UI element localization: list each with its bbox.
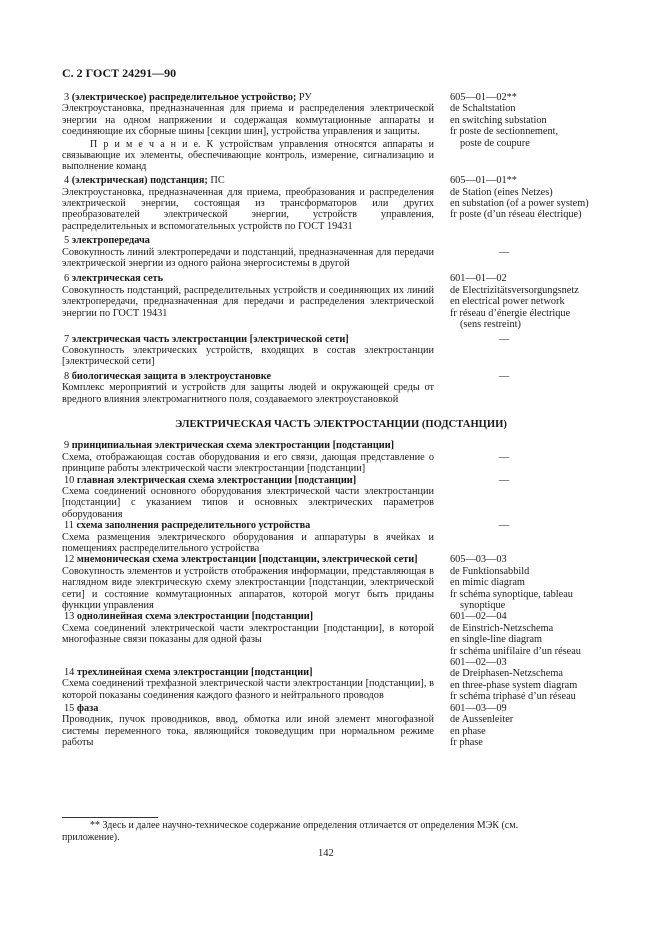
iec-equivalents — [450, 334, 610, 368]
term-entry-8 — [62, 371, 610, 405]
iec-equivalents — [450, 475, 610, 521]
term-heading — [62, 703, 434, 714]
iec-fr: fr réseau d’énergie électrique — [450, 307, 571, 319]
term-number: 8 — [64, 370, 70, 382]
term-number: 11 — [64, 520, 74, 532]
term-entry-9 — [62, 440, 610, 474]
term-definition: Совокупность подстанций, распределительных устройств и соединяющих их линий электропередачи, предназначенная для передачи и распределения электрической энергии по ГОСТ 19431 — [62, 284, 434, 319]
iec-equivalents — [450, 235, 610, 269]
iec-none-dash: — — [498, 452, 510, 464]
term-entry-4 — [62, 175, 610, 232]
term-name: (электрическая) подстанция; — [71, 175, 208, 187]
page-number: 142 — [318, 848, 334, 859]
footnote: ** Здесь и далее научно-техническое содержание определения отличается от определения МЭК (см. приложение). — [62, 820, 519, 843]
iec-de: de Electrizitätsversorgungsnetz — [450, 284, 579, 296]
iec-fr-cont: (sens restreint) — [460, 319, 521, 331]
page-header: С. 2 ГОСТ 24291—90 — [62, 66, 177, 80]
term-definition: Схема, отображающая состав оборудования и его связи, дающая представление о принципе работы электрической части электростанции [подстанции] — [62, 451, 434, 475]
term-name: фаза — [76, 702, 99, 714]
iec-none-dash: — — [498, 370, 510, 382]
term-entry-7 — [62, 334, 610, 368]
iec-equivalents — [450, 520, 610, 554]
term-name: электропередача — [71, 235, 150, 247]
iec-de: de Station (eines Netzes) — [450, 186, 553, 198]
term-entry-10 — [62, 475, 610, 521]
iec-de: de Schaltstation — [450, 103, 516, 115]
term-number: 12 — [64, 554, 75, 566]
iec-en: en electrical power network — [450, 296, 565, 308]
iec-code: 605—03—03 — [450, 554, 507, 566]
iec-equivalents — [450, 554, 610, 611]
term-number: 15 — [64, 702, 75, 714]
term-number: 3 — [64, 92, 70, 103]
term-entry-6 — [62, 273, 610, 330]
term-number: 9 — [64, 440, 70, 452]
iec-code: 601—02—03 — [450, 657, 507, 669]
iec-equivalents — [450, 273, 610, 330]
term-heading — [62, 475, 434, 486]
iec-en: en switching substation — [450, 114, 547, 126]
iec-fr-cont: poste de coupure — [460, 137, 530, 149]
term-entry-12 — [62, 554, 610, 611]
term-name: схема заполнения распределительного устройства — [76, 520, 311, 532]
term-definition: Схема соединений основного оборудования электрической части электростанции [подстанции] с указанием типов и основных электрических параметров оборудования — [62, 485, 434, 520]
iec-code: 601—01—02 — [450, 273, 507, 285]
iec-none-dash: — — [498, 520, 510, 532]
term-heading — [62, 273, 434, 284]
term-heading — [62, 611, 434, 622]
iec-fr: fr poste de sectionnement, — [450, 126, 559, 138]
iec-en: en mimic diagram — [450, 577, 525, 589]
iec-en: en single-line diagram — [450, 634, 543, 646]
iec-equivalents — [450, 611, 610, 657]
iec-fr: fr schéma unifilaire d’un réseau — [450, 645, 581, 657]
footnote-divider — [62, 817, 158, 818]
iec-none-dash: — — [498, 247, 510, 259]
term-name: однолинейная схема электростанции [подстанции] — [76, 611, 314, 623]
term-definition: Электроустановка, предназначенная для приема и распределения электрической энергии на одном напряжении и содержащая коммутационные аппараты и соединяющие их сборные шины [секции шин], устройства управления и защиты. — [62, 103, 434, 138]
terms-table — [62, 92, 610, 748]
iec-fr: fr schéma synoptique, tableau — [450, 588, 573, 600]
term-number: 6 — [64, 273, 70, 285]
term-definition: Схема соединений трехфазной электрической части электростанции [подстанции], в которой показаны соединения каждого фазного и нейтрального проводов — [62, 678, 434, 701]
term-name: мнемоническая схема электростанции [подстанции, электрической сети] — [76, 554, 418, 566]
term-definition: Проводник, пучок проводников, ввод, обмотка или иной элемент многофазной системы переменного тока, являющийся токоведущим при нормальном режиме работы — [62, 714, 434, 748]
term-entry-13 — [62, 611, 610, 657]
term-heading — [62, 92, 434, 103]
iec-none-dash: — — [498, 474, 510, 486]
term-note: П р и м е ч а н и е. К устройствам управления относятся аппараты и связывающие их элементы, обеспечивающие контроль, измерение, сигнализацию и выполнение команд — [62, 138, 434, 173]
term-abbreviation: ПС — [207, 175, 225, 187]
term-definition: Совокупность элементов и устройств отображения информации, представляющая в наглядном виде электрическую схему электростанции [подстанции, электрической сети] и состояние коммутационных аппаратов, которой могут быть приданы функции управления — [62, 565, 434, 612]
iec-en: en three-phase system diagram — [450, 679, 578, 691]
term-number: 4 — [64, 175, 70, 187]
term-definition: Совокупность электрических устройств, входящих в состав электростанции [электрической сети] — [62, 344, 434, 368]
term-name: трехлинейная схема электростанции [подстанции] — [76, 667, 313, 679]
iec-equivalents — [450, 175, 610, 232]
iec-equivalents — [450, 703, 610, 749]
iec-code: 605—01—02** — [450, 92, 517, 103]
term-heading — [62, 440, 434, 451]
term-definition: Комплекс мероприятий и устройств для защиты людей и окружающей среды от вредного влияния электромагнитного поля, создаваемого электроустановкой — [62, 382, 434, 405]
iec-fr: fr schéma triphasé d’un réseau — [450, 691, 576, 703]
term-heading — [62, 520, 434, 531]
iec-code: 605—01—01** — [450, 175, 517, 187]
term-number: 5 — [64, 235, 70, 247]
term-entry-3 — [62, 92, 610, 172]
term-number: 13 — [64, 611, 75, 623]
term-definition: Совокупность линий электропередачи и подстанций, предназначенная для передачи электрической энергии из одного района энергосистемы в другой — [62, 246, 434, 270]
term-heading — [62, 175, 434, 186]
iec-fr: fr poste (d’un réseau électrique) — [450, 209, 582, 221]
iec-equivalents — [450, 440, 610, 474]
iec-de: de Funktionsabbild — [450, 565, 530, 577]
term-number: 14 — [64, 667, 75, 679]
term-number: 7 — [64, 333, 70, 345]
term-definition: Электроустановка, предназначенная для приема, преобразования и распределения электрической энергии, состоящая из трансформаторов или других преобразователей электрической энергии, устройств управления, распределительных и вспомогательных устройств по ГОСТ 19431 — [62, 186, 434, 232]
term-heading — [62, 554, 434, 565]
term-definition: Схема размещения электрического оборудования и аппаратуры в ячейках и помещениях распределительного устройства — [62, 531, 434, 555]
term-heading — [62, 334, 434, 345]
term-name: электрическая часть электростанции [электрической сети] — [71, 333, 349, 345]
iec-de: de Aussenleiter — [450, 714, 514, 726]
section-title: ЭЛЕКТРИЧЕСКАЯ ЧАСТЬ ЭЛЕКТРОСТАНЦИИ (ПОДСТАНЦИИ) — [175, 418, 507, 430]
iec-equivalents — [450, 657, 610, 703]
term-heading — [62, 371, 434, 382]
term-entry-14 — [62, 657, 610, 703]
term-number: 10 — [64, 474, 75, 486]
iec-fr-cont: synoptique — [460, 600, 506, 612]
term-entry-15 — [62, 703, 610, 749]
iec-en: en substation (of a power system) — [450, 198, 589, 210]
iec-en: en phase — [450, 725, 486, 737]
iec-de: de Dreiphasen-Netzschema — [450, 668, 563, 680]
term-name: главная электрическая схема электростанции [подстанции] — [76, 474, 357, 486]
term-entry-11 — [62, 520, 610, 554]
term-name: (электрическое) распределительное устройство; — [71, 92, 297, 103]
iec-code: 601—02—04 — [450, 611, 507, 623]
iec-equivalents — [450, 92, 610, 172]
iec-de: de Einstrich-Netzschema — [450, 622, 554, 634]
term-name: биологическая защита в электроустановке — [71, 370, 272, 382]
term-name: принципиальная электрическая схема электростанции [подстанции] — [71, 440, 395, 452]
term-name: электрическая сеть — [71, 273, 164, 285]
term-heading — [62, 667, 434, 678]
iec-fr: fr phase — [450, 736, 483, 748]
iec-none-dash: — — [498, 333, 510, 345]
term-heading — [62, 235, 434, 246]
term-definition: Схема соединений электрической части электростанции [подстанции], в которой многофазные связи показаны для одной фазы — [62, 622, 434, 646]
term-abbreviation: РУ — [296, 92, 312, 103]
term-entry-5 — [62, 235, 610, 269]
iec-equivalents — [450, 371, 610, 405]
iec-code: 601—03—09 — [450, 702, 507, 714]
